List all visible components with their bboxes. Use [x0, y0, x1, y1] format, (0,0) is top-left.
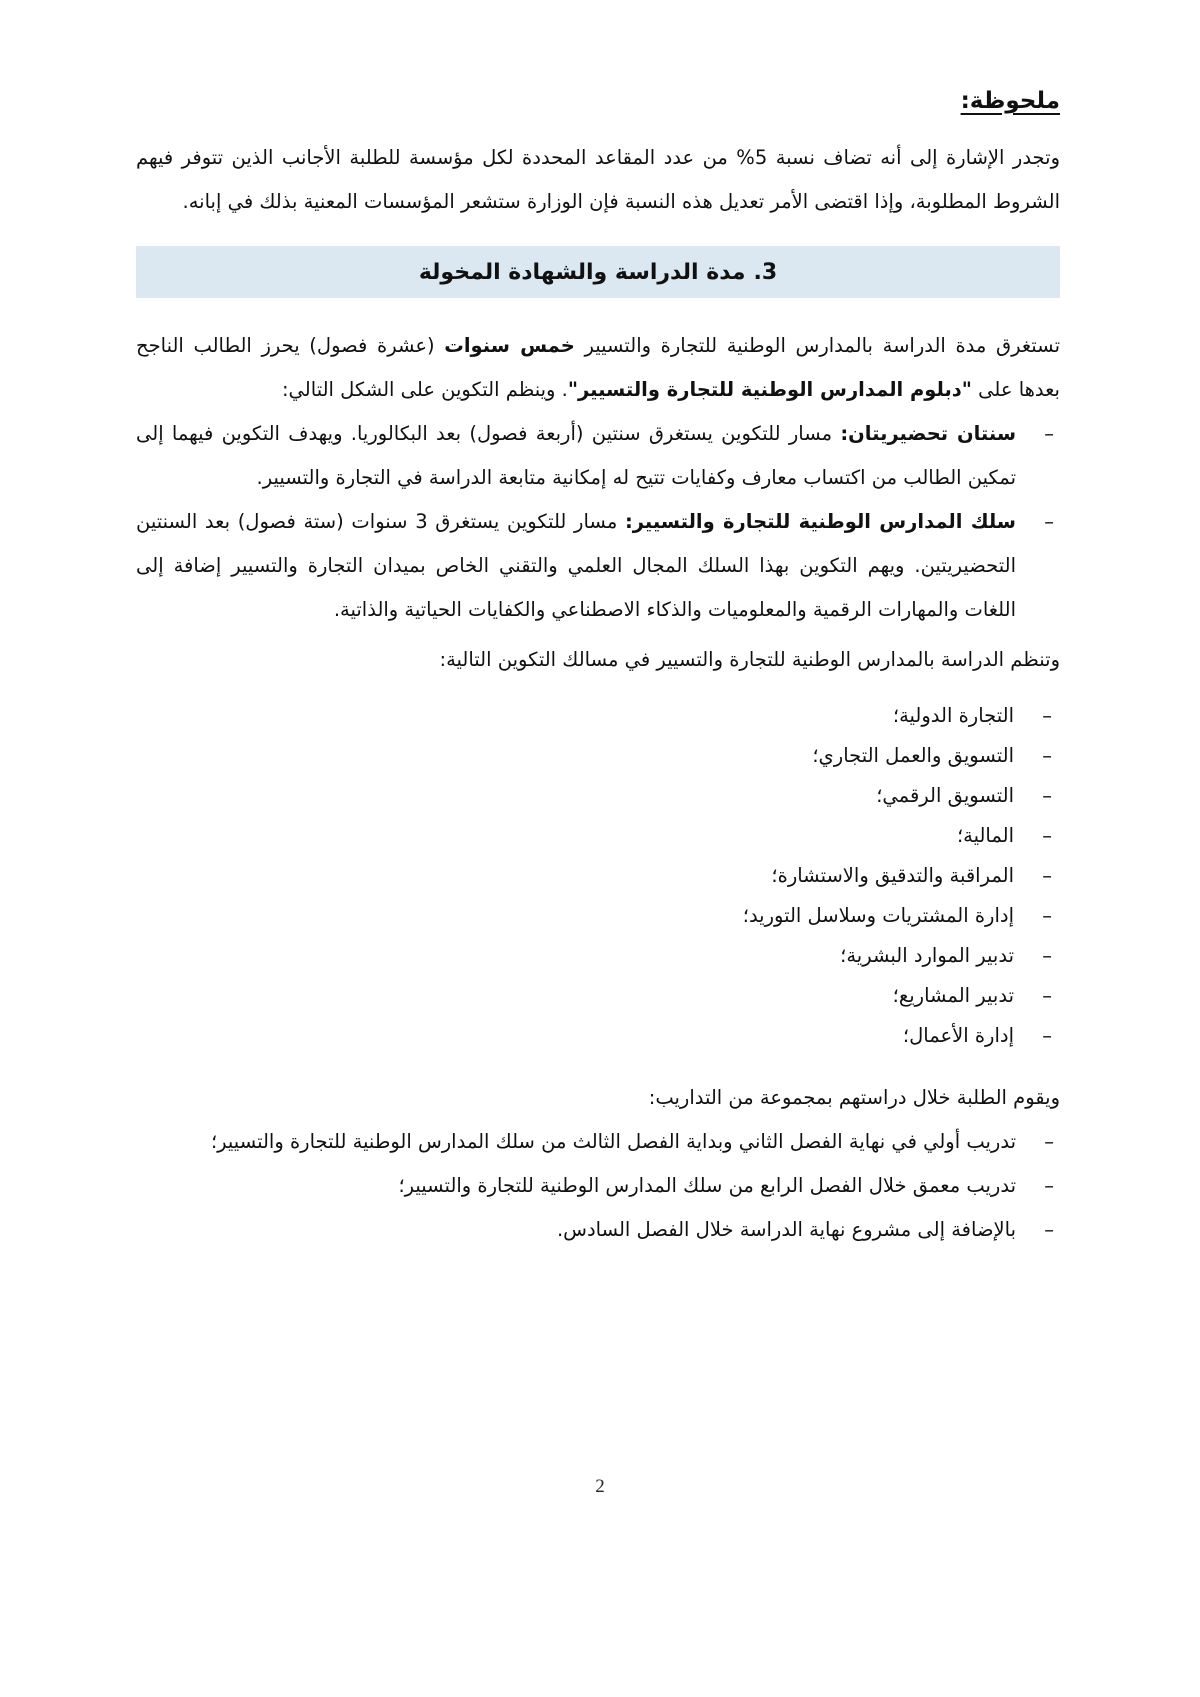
cycle-title: سلك المدارس الوطنية للتجارة والتسيير: [624, 510, 1016, 533]
list-item: – التجارة الدولية؛ [136, 696, 1058, 736]
intro-text-2: (عشرة فصول) يحرز الطالب الناجح بعدها على [136, 334, 1060, 401]
cycles-list [136, 412, 1060, 632]
section-heading [136, 246, 1060, 298]
page-content [136, 86, 1060, 1252]
list-item: – المراقبة والتدقيق والاستشارة؛ [136, 856, 1058, 896]
intro-duration: خمس سنوات [444, 334, 575, 357]
intro-text-3: . وينظم التكوين على الشكل التالي: [281, 378, 568, 401]
list-item: – تدريب معمق خلال الفصل الرابع من سلك المدارس الوطنية للتجارة والتسيير؛ [136, 1164, 1060, 1208]
intro-text-1: تستغرق مدة الدراسة بالمدارس الوطنية للتجارة والتسيير [574, 334, 1060, 357]
intro-diploma: "دبلوم المدارس الوطنية للتجارة والتسيير" [567, 378, 972, 401]
list-item: – إدارة الأعمال؛ [136, 1016, 1058, 1056]
list-item: – تدريب أولي في نهاية الفصل الثاني وبداية الفصل الثالث من سلك المدارس الوطنية للتجارة والتسيير؛ [136, 1120, 1060, 1164]
section-number: 3. [753, 259, 778, 285]
list-item: – بالإضافة إلى مشروع نهاية الدراسة خلال الفصل السادس. [136, 1208, 1060, 1252]
internships-intro: ويقوم الطلبة خلال دراستهم بمجموعة من التداريب: [648, 1086, 1060, 1109]
note-title: ملحوظة: [960, 88, 1060, 114]
tracks-list [136, 696, 1058, 1056]
cycle-text: مسار للتكوين يستغرق سنتين (أربعة فصول) بعد البكالوريا. ويهدف التكوين فيهما إلى تمكين الطالب من اكتساب معارف وكفايات تتيح له إمكانية متابعة الدراسة في التجارة والتسيير. [136, 422, 1016, 489]
list-item: – المالية؛ [136, 816, 1058, 856]
list-item: – تدبير المشاريع؛ [136, 976, 1058, 1016]
list-item: – إدارة المشتريات وسلاسل التوريد؛ [136, 896, 1058, 936]
list-item: – تدبير الموارد البشرية؛ [136, 936, 1058, 976]
list-item [136, 500, 1060, 632]
tracks-intro: وتنظم الدراسة بالمدارس الوطنية للتجارة والتسيير في مسالك التكوين التالية: [439, 648, 1060, 671]
cycle-text: مسار للتكوين يستغرق 3 سنوات (ستة فصول) بعد السنتين التحضيريتين. ويهم التكوين بهذا السلك المجال العلمي والتقني الخاص بميدان التجارة والتسيير إضافة إلى اللغات والمهارات الرقمية والمعلوميات والذكاء الاصطناعي والكفايات الحياتية والذاتية. [136, 510, 1016, 621]
list-item [136, 412, 1060, 500]
list-item: – التسويق الرقمي؛ [136, 776, 1058, 816]
cycle-title: سنتان تحضيريتان: [840, 422, 1017, 445]
list-item: – التسويق والعمل التجاري؛ [136, 736, 1058, 776]
section-title: مدة الدراسة والشهادة المخولة [418, 259, 746, 285]
intro-paragraph [136, 324, 1060, 412]
internships-list [136, 1120, 1060, 1252]
page-number: 2 [595, 1476, 605, 1497]
note-paragraph: وتجدر الإشارة إلى أنه تضاف نسبة 5% من عدد المقاعد المحددة لكل مؤسسة للطلبة الأجانب الذين تتوفر فيهم الشروط المطلوبة، وإذا اقتضى الأمر تعديل هذه النسبة فإن الوزارة ستشعر المؤسسات المعنية بذلك في إبانه. [136, 146, 1060, 213]
